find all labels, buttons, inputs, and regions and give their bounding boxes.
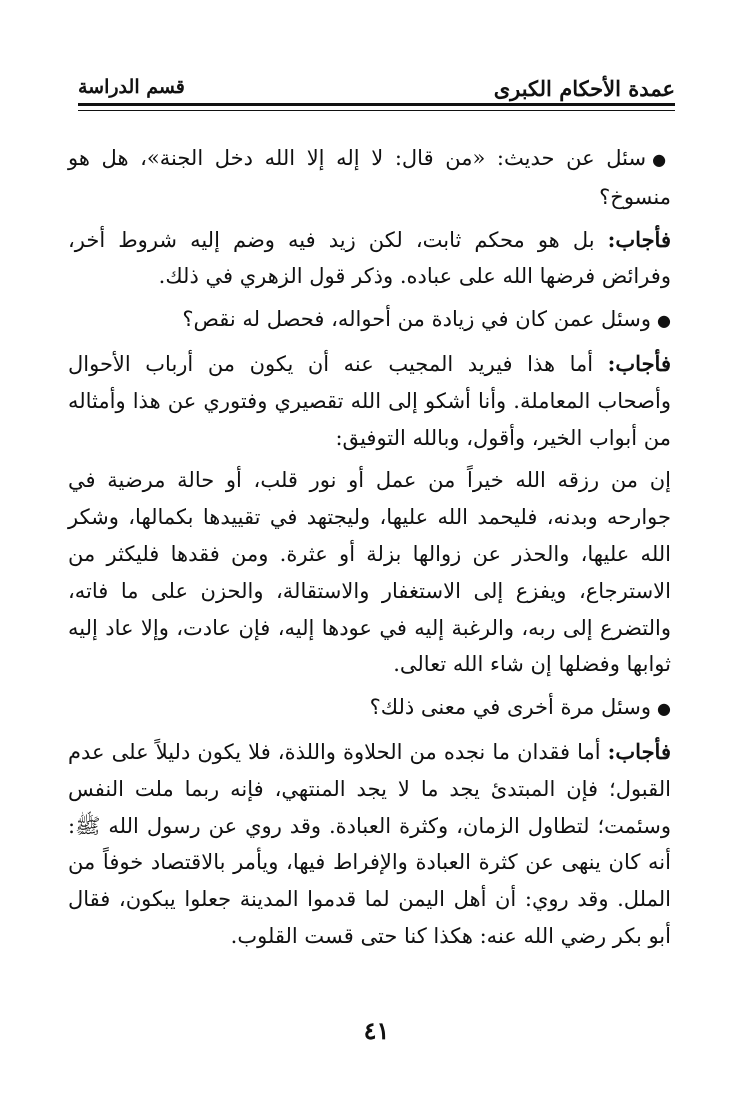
section-title: قسم الدراسة bbox=[78, 76, 185, 98]
paragraph bbox=[68, 301, 671, 340]
paragraph-text: أما هذا فيريد المجيب عنه أن يكون من أرباب الأحوال وأصحاب المعاملة. وأنا أشكو إلى الله تقصيري وفتوري عن هذا وأمثاله من أبواب الخير، وأقول، وبالله التوفيق: bbox=[68, 351, 671, 450]
paragraph-text: بل هو محكم ثابت، لكن زيد فيه وضم إليه شروط أخر، وفرائض فرضها الله على عباده. وذكر قول الزهري في ذلك. bbox=[68, 227, 671, 289]
bullet-icon: ● bbox=[657, 311, 671, 331]
page-body bbox=[68, 140, 671, 955]
paragraph-text: وسئل مرة أخرى في معنى ذلك؟ bbox=[369, 695, 652, 720]
paragraph-text: إن من رزقه الله خيراً من عمل أو نور قلب، أو حالة مرضية في جوارحه وبدنه، فليحمد الله عليها، وليجتهد في تقييدها بكمالها، وشكر الله عليها، والحذر عن زوالها بزلة أو عثرة. ومن فقدها فليكثر من الاسترجاع، ويفزع إلى الاستغفار والاستقالة، والحزن على ما فاته، والتضرع إلى ربه، والرغبة إليه في عودها إليه، فإن عادت، وإلا عاد إليه ثوابها وفضلها إن شاء الله تعالى. bbox=[68, 468, 671, 677]
header-rule-thin bbox=[78, 110, 675, 111]
page-number: ٤١ bbox=[363, 1016, 390, 1045]
answer-label: فأجاب: bbox=[607, 226, 671, 252]
book-title: عمدة الأحكام الكبرى bbox=[493, 76, 675, 101]
paragraph-text: سئل عن حديث: «من قال: لا إله إلا الله دخل الجنة»، هل هو منسوخ؟ bbox=[68, 146, 671, 209]
answer-label: فأجاب: bbox=[607, 738, 671, 764]
paragraph bbox=[68, 222, 671, 296]
paragraph-text: أما فقدان ما نجده من الحلاوة واللذة، فلا يكون دليلاً على عدم القبول؛ فإن المبتدئ يجد ما لا يجد المنتهي، فإنه ربما ملت النفس وسئمت؛ لتطاول الزمان، وكثرة العبادة. وقد روي عن رسول الله ﷺ: أنه كان ينهى عن كثرة العبادة والإفراط فيها، ويأمر بالاقتصاد خوفاً من الملل. وقد روي: أن أهل اليمن لما قدموا المدينة جعلوا يبكون، فقال أبو بكر رضي الله عنه: هكذا كنا حتى قست القلوب. bbox=[68, 739, 671, 948]
running-header bbox=[78, 72, 675, 106]
paragraph bbox=[68, 140, 671, 216]
paragraph bbox=[68, 689, 671, 728]
paragraph-text: وسئل عمن كان في زيادة من أحواله، فحصل له نقص؟ bbox=[182, 307, 652, 332]
paragraph bbox=[68, 346, 671, 456]
paragraph bbox=[68, 734, 671, 955]
answer-label: فأجاب: bbox=[607, 350, 671, 376]
bullet-icon: ● bbox=[657, 699, 671, 719]
header-rule bbox=[78, 103, 675, 106]
bullet-icon: ● bbox=[652, 150, 671, 169]
paragraph bbox=[68, 462, 671, 683]
